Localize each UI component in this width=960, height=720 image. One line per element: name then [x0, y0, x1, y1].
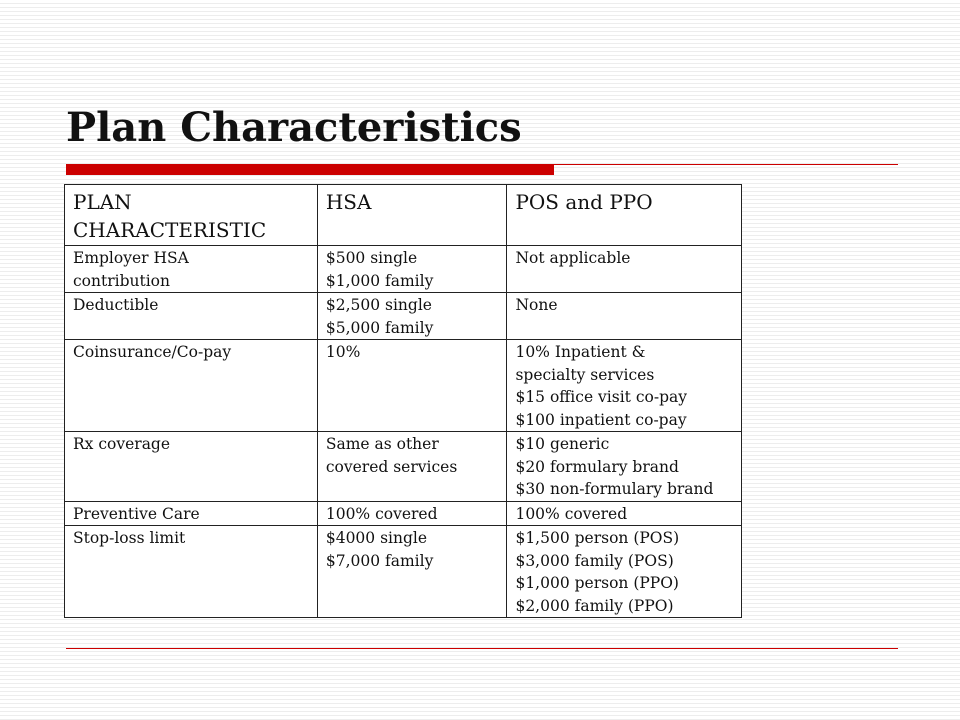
header-pos-ppo: POS and PPO	[507, 185, 742, 246]
plan-characteristics-table	[64, 184, 742, 618]
hsa-cell: $4000 single $7,000 family	[317, 526, 507, 618]
pos-ppo-cell: 100% covered	[507, 501, 742, 526]
pos-ppo-cell: $10 generic $20 formulary brand $30 non-formulary brand	[507, 432, 742, 502]
table-row	[65, 340, 742, 432]
footer-rule	[66, 648, 898, 649]
table-row	[65, 432, 742, 502]
row-label: Preventive Care	[65, 501, 318, 526]
slide-title: Plan Characteristics	[66, 104, 522, 151]
row-label: Coinsurance/Co-pay	[65, 340, 318, 432]
pos-ppo-cell: 10% Inpatient & specialty services $15 office visit co-pay $100 inpatient co-pay	[507, 340, 742, 432]
pos-ppo-cell: None	[507, 293, 742, 340]
table-row	[65, 526, 742, 618]
title-underline-thick	[66, 164, 554, 175]
hsa-cell: 10%	[317, 340, 507, 432]
table-row	[65, 246, 742, 293]
header-plan-characteristic: PLAN CHARACTERISTIC	[65, 185, 318, 246]
title-underline-thin	[554, 164, 898, 165]
table-row	[65, 501, 742, 526]
row-label: Stop-loss limit	[65, 526, 318, 618]
hsa-cell: $2,500 single $5,000 family	[317, 293, 507, 340]
hsa-cell: 100% covered	[317, 501, 507, 526]
table-header-row	[65, 185, 742, 246]
row-label: Employer HSA contribution	[65, 246, 318, 293]
row-label: Deductible	[65, 293, 318, 340]
pos-ppo-cell: Not applicable	[507, 246, 742, 293]
pos-ppo-cell: $1,500 person (POS) $3,000 family (POS) $1,000 person (PPO) $2,000 family (PPO)	[507, 526, 742, 618]
table-row	[65, 293, 742, 340]
hsa-cell: $500 single $1,000 family	[317, 246, 507, 293]
row-label: Rx coverage	[65, 432, 318, 502]
header-hsa: HSA	[317, 185, 507, 246]
hsa-cell: Same as other covered services	[317, 432, 507, 502]
